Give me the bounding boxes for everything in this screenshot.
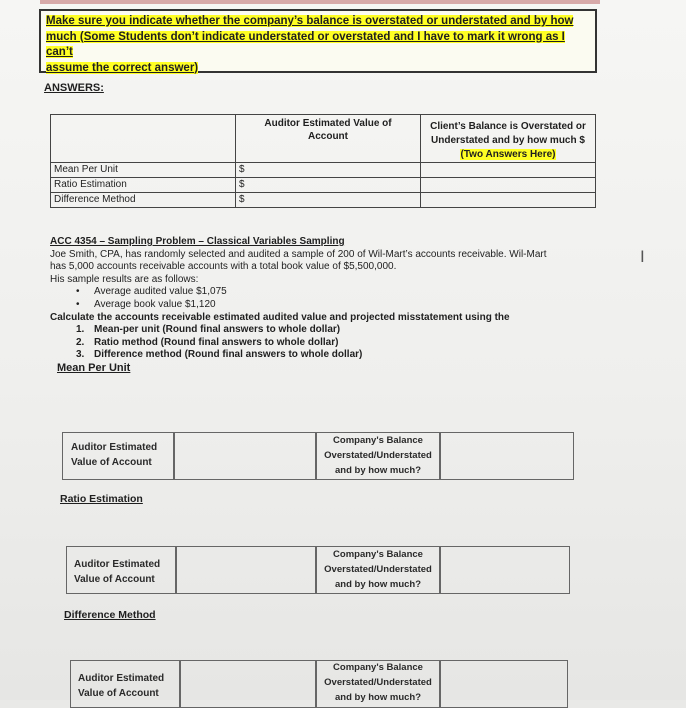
list-item	[76, 324, 610, 337]
answer-cell-mean-value[interactable]	[236, 163, 421, 178]
step-text: Difference method (Round final answers to whole dollar)	[94, 349, 363, 361]
difference-misstatement-answer-box[interactable]	[440, 660, 568, 708]
row-label-ratio-estimation: Ratio Estimation	[51, 178, 236, 193]
ratio-right-label-line-3: and by how much?	[334, 579, 422, 590]
ratio-right-label-line-1: Company's Balance	[333, 549, 423, 560]
header-client-line-3: (Two Answers Here)	[460, 149, 556, 160]
difference-value-answer-box[interactable]	[180, 660, 316, 708]
table-row	[51, 178, 596, 193]
list-item	[76, 349, 610, 362]
answers-table	[50, 114, 596, 208]
step-number: 1.	[76, 324, 85, 336]
header-auditor-line-2: Account	[308, 131, 348, 142]
answer-cell-ratio-value[interactable]	[236, 178, 421, 193]
problem-line-2: has 5,000 accounts receivable accounts with a total book value of $5,500,000.	[50, 261, 397, 273]
section-title-difference-method: Difference Method	[64, 609, 156, 621]
ratio-misstatement-answer-box[interactable]	[440, 546, 570, 594]
header-client-line-1: Client’s Balance is Overstated or	[430, 121, 586, 132]
table-row	[51, 163, 596, 178]
difference-left-label-line-1: Auditor Estimated	[78, 673, 165, 684]
notice-line-1: Make sure you indicate whether the company’s balance is overstated or understated and by how	[46, 15, 574, 27]
list-item: • Average book value $1,120	[76, 299, 610, 312]
difference-left-label-line-2: Value of Account	[78, 688, 159, 699]
instruction-notice	[39, 9, 597, 73]
table-row	[51, 193, 596, 208]
answer-cell-difference-misstatement[interactable]	[421, 193, 596, 208]
step-number: 2.	[76, 336, 85, 348]
step-text: Mean-per unit (Round final answers to whole dollar)	[94, 324, 341, 336]
top-border-line	[40, 0, 600, 4]
problem-statement	[50, 236, 610, 375]
list-item	[76, 337, 610, 350]
difference-right-label-line-1: Company's Balance	[333, 662, 423, 673]
mean-misstatement-answer-box[interactable]	[440, 432, 574, 480]
difference-right-label-line-2: Overstated/Understated	[324, 677, 432, 688]
difference-right-label-line-3: and by how much?	[334, 692, 422, 703]
mean-left-label-line-1: Auditor Estimated	[71, 442, 158, 453]
ratio-left-label-line-1: Auditor Estimated	[74, 559, 161, 570]
notice-line-2: much (Some Students don’t indicate understated or overstated and I have to mark it wrong as I can’t	[46, 30, 565, 58]
problem-line-1: Joe Smith, CPA, has randomly selected and audited a sample of 200 of Wil-Mart’s accounts receivable. Wil-Mart	[50, 248, 547, 260]
header-cell-blank[interactable]	[51, 115, 236, 163]
header-client-line-2: Understated and by how much $	[431, 135, 585, 146]
mean-left-label-line-2: Value of Account	[71, 457, 152, 468]
mean-right-label-line-2: Overstated/Understated	[324, 450, 432, 461]
ratio-value-answer-box[interactable]	[176, 546, 316, 594]
sample-results-list	[50, 286, 610, 311]
answer-cell-difference-value[interactable]	[236, 193, 421, 208]
header-auditor-estimated	[236, 115, 421, 163]
dollar-sign: $	[239, 164, 245, 175]
row-label-mean-per-unit: Mean Per Unit	[51, 163, 236, 178]
ratio-left-label	[74, 557, 160, 587]
ratio-right-label	[316, 547, 440, 592]
problem-line-3: His sample results are as follows:	[50, 273, 199, 285]
answer-cell-ratio-misstatement[interactable]	[421, 178, 596, 193]
dollar-sign: $	[239, 179, 245, 190]
mean-right-label	[316, 433, 440, 478]
row-label-difference-method: Difference Method	[51, 193, 236, 208]
answer-cell-mean-misstatement[interactable]	[421, 163, 596, 178]
mean-value-answer-box[interactable]	[174, 432, 316, 480]
header-auditor-line-1: Auditor Estimated Value of	[264, 118, 392, 129]
step-number: 3.	[76, 349, 85, 361]
mean-left-label	[71, 440, 157, 470]
section-title-ratio-estimation: Ratio Estimation	[60, 493, 143, 505]
section-title-mean-per-unit: Mean Per Unit	[57, 361, 131, 374]
calculate-instruction: Calculate the accounts receivable estimated audited value and projected misstatement using the	[50, 311, 510, 323]
header-client-balance	[421, 115, 596, 163]
dollar-sign: $	[239, 194, 245, 205]
difference-right-label	[316, 660, 440, 705]
ratio-right-label-line-2: Overstated/Understated	[324, 564, 432, 575]
difference-left-label	[78, 671, 164, 701]
ratio-left-label-line-2: Value of Account	[74, 574, 155, 585]
list-item: • Average audited value $1,075	[76, 286, 610, 299]
notice-line-3: assume the correct answer)	[46, 61, 199, 74]
method-steps-list	[50, 324, 610, 362]
problem-title: ACC 4354 – Sampling Problem – Classical Variables Sampling	[50, 236, 345, 247]
mean-right-label-line-1: Company's Balance	[333, 435, 423, 446]
mean-right-label-line-3: and by how much?	[334, 465, 422, 476]
step-text: Ratio method (Round final answers to whole dollar)	[94, 336, 339, 348]
answers-table-header	[51, 115, 596, 163]
answers-heading: ANSWERS:	[44, 82, 104, 94]
text-cursor-icon: I	[640, 247, 645, 266]
